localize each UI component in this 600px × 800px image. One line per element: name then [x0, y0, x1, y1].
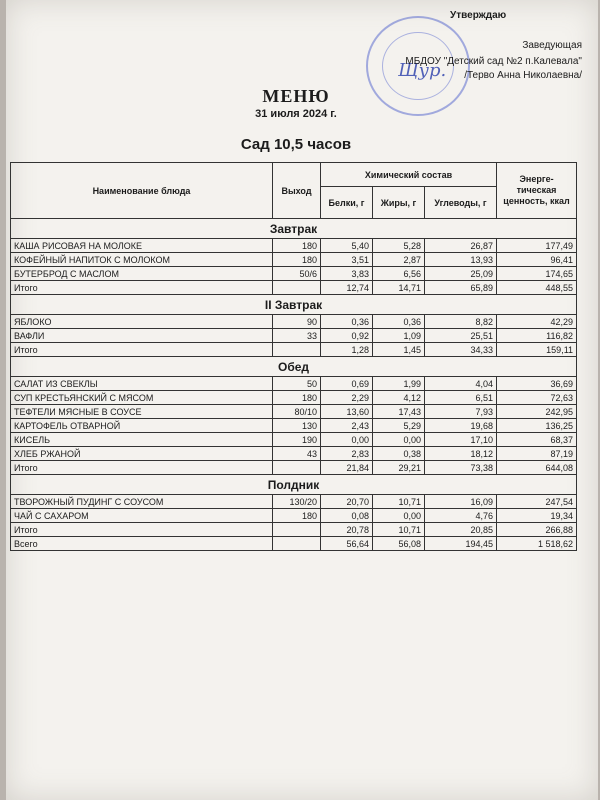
dish-carb: 25,51	[425, 329, 497, 343]
table-row	[11, 239, 577, 253]
dish-protein: 3,51	[321, 253, 373, 267]
total-row	[11, 461, 577, 475]
dish-energy: 116,82	[497, 329, 577, 343]
dish-name: ТЕФТЕЛИ МЯСНЫЕ В СОУСЕ	[11, 405, 273, 419]
dish-name: БУТЕРБРОД С МАСЛОМ	[11, 267, 273, 281]
dish-fat: 5,28	[373, 239, 425, 253]
dish-carb: 18,12	[425, 447, 497, 461]
dish-protein: 2,29	[321, 391, 373, 405]
grand-total-row	[11, 537, 577, 551]
dish-carb: 17,10	[425, 433, 497, 447]
total-yield	[273, 523, 321, 537]
dish-name: ЧАЙ С САХАРОМ	[11, 509, 273, 523]
grand-total-label: Всего	[11, 537, 273, 551]
total-carb: 65,89	[425, 281, 497, 295]
col-fat: Жиры, г	[373, 187, 425, 219]
dish-carb: 16,09	[425, 495, 497, 509]
dish-fat: 17,43	[373, 405, 425, 419]
dish-energy: 36,69	[497, 377, 577, 391]
dish-carb: 26,87	[425, 239, 497, 253]
dish-fat: 0,00	[373, 433, 425, 447]
dish-carb: 7,93	[425, 405, 497, 419]
dish-yield: 50/6	[273, 267, 321, 281]
menu-table	[10, 162, 577, 551]
dish-protein: 0,69	[321, 377, 373, 391]
col-energy: Энерге-тическая ценность, ккал	[497, 163, 577, 219]
approve-label: Утверждаю	[450, 10, 507, 21]
dish-name: КОФЕЙНЫЙ НАПИТОК С МОЛОКОМ	[11, 253, 273, 267]
dish-carb: 19,68	[425, 419, 497, 433]
dish-yield: 43	[273, 447, 321, 461]
section-header	[11, 357, 577, 377]
dish-protein: 0,00	[321, 433, 373, 447]
total-yield	[273, 461, 321, 475]
dish-protein: 0,36	[321, 315, 373, 329]
dish-yield: 180	[273, 391, 321, 405]
total-fat: 1,45	[373, 343, 425, 357]
menu-body	[11, 219, 577, 551]
table-row	[11, 377, 577, 391]
col-protein: Белки, г	[321, 187, 373, 219]
dish-fat: 0,36	[373, 315, 425, 329]
dish-name: КАША РИСОВАЯ НА МОЛОКЕ	[11, 239, 273, 253]
dish-yield: 130	[273, 419, 321, 433]
total-label: Итого	[11, 281, 273, 295]
total-row	[11, 343, 577, 357]
dish-name: САЛАТ ИЗ СВЕКЛЫ	[11, 377, 273, 391]
dish-carb: 25,09	[425, 267, 497, 281]
dish-fat: 5,29	[373, 419, 425, 433]
dish-protein: 2,83	[321, 447, 373, 461]
dish-fat: 0,00	[373, 509, 425, 523]
dish-yield: 90	[273, 315, 321, 329]
dish-name: ХЛЕБ РЖАНОЙ	[11, 447, 273, 461]
dish-fat: 0,38	[373, 447, 425, 461]
dish-yield: 190	[273, 433, 321, 447]
dish-yield: 180	[273, 239, 321, 253]
dish-carb: 4,04	[425, 377, 497, 391]
total-yield	[273, 281, 321, 295]
total-row	[11, 281, 577, 295]
dish-energy: 68,37	[497, 433, 577, 447]
total-energy: 644,08	[497, 461, 577, 475]
dish-protein: 20,70	[321, 495, 373, 509]
table-row	[11, 447, 577, 461]
dish-yield: 130/20	[273, 495, 321, 509]
total-label: Итого	[11, 343, 273, 357]
organization-label: МБДОУ "Детский сад №2 п.Калевала"	[405, 56, 582, 67]
table-row	[11, 419, 577, 433]
dish-fat: 1,99	[373, 377, 425, 391]
dish-yield: 33	[273, 329, 321, 343]
total-protein: 21,84	[321, 461, 373, 475]
total-protein: 1,28	[321, 343, 373, 357]
total-energy: 159,11	[497, 343, 577, 357]
dish-name: ЯБЛОКО	[11, 315, 273, 329]
total-energy: 266,88	[497, 523, 577, 537]
dish-fat: 2,87	[373, 253, 425, 267]
section-title: II Завтрак	[11, 295, 577, 315]
total-protein: 20,78	[321, 523, 373, 537]
dish-yield: 180	[273, 509, 321, 523]
total-yield	[273, 343, 321, 357]
table-row	[11, 391, 577, 405]
grand-total-energy: 1 518,62	[497, 537, 577, 551]
section-title: Полдник	[11, 475, 577, 495]
total-fat: 10,71	[373, 523, 425, 537]
dish-name: КАРТОФЕЛЬ ОТВАРНОЙ	[11, 419, 273, 433]
menu-date: 31 июля 2024 г.	[255, 108, 337, 120]
dish-carb: 8,82	[425, 315, 497, 329]
total-energy: 448,55	[497, 281, 577, 295]
section-title: Завтрак	[11, 219, 577, 239]
total-label: Итого	[11, 461, 273, 475]
position-label: Заведующая	[522, 40, 582, 51]
dish-protein: 2,43	[321, 419, 373, 433]
dish-carb: 4,76	[425, 509, 497, 523]
dish-protein: 0,08	[321, 509, 373, 523]
page-title: МЕНЮ	[262, 86, 330, 106]
grand-total-fat: 56,08	[373, 537, 425, 551]
signature: Щур.	[398, 60, 447, 81]
dish-yield: 50	[273, 377, 321, 391]
total-carb: 73,38	[425, 461, 497, 475]
dish-energy: 136,25	[497, 419, 577, 433]
table-row	[11, 495, 577, 509]
dish-name: СУП КРЕСТЬЯНСКИЙ С МЯСОМ	[11, 391, 273, 405]
table-row	[11, 315, 577, 329]
col-name: Наименование блюда	[11, 163, 273, 219]
table-row	[11, 433, 577, 447]
col-carb: Углеводы, г	[425, 187, 497, 219]
dish-carb: 6,51	[425, 391, 497, 405]
dish-fat: 4,12	[373, 391, 425, 405]
dish-energy: 177,49	[497, 239, 577, 253]
dish-energy: 19,34	[497, 509, 577, 523]
grand-total-yield	[273, 537, 321, 551]
table-row	[11, 405, 577, 419]
total-protein: 12,74	[321, 281, 373, 295]
dish-yield: 180	[273, 253, 321, 267]
dish-protein: 13,60	[321, 405, 373, 419]
dish-energy: 72,63	[497, 391, 577, 405]
dish-energy: 96,41	[497, 253, 577, 267]
dish-protein: 0,92	[321, 329, 373, 343]
table-row	[11, 253, 577, 267]
dish-energy: 42,29	[497, 315, 577, 329]
table-row	[11, 509, 577, 523]
section-header	[11, 219, 577, 239]
dish-energy: 174,65	[497, 267, 577, 281]
total-fat: 14,71	[373, 281, 425, 295]
dish-fat: 6,56	[373, 267, 425, 281]
dish-protein: 5,40	[321, 239, 373, 253]
dish-carb: 13,93	[425, 253, 497, 267]
dish-energy: 87,19	[497, 447, 577, 461]
total-row	[11, 523, 577, 537]
dish-protein: 3,83	[321, 267, 373, 281]
table-row	[11, 329, 577, 343]
dish-energy: 242,95	[497, 405, 577, 419]
col-chem: Химический состав	[321, 163, 497, 187]
total-carb: 20,85	[425, 523, 497, 537]
garden-mode: Сад 10,5 часов	[240, 136, 352, 153]
dish-name: ТВОРОЖНЫЙ ПУДИНГ С СОУСОМ	[11, 495, 273, 509]
dish-name: ВАФЛИ	[11, 329, 273, 343]
total-fat: 29,21	[373, 461, 425, 475]
col-yield: Выход	[273, 163, 321, 219]
dish-yield: 80/10	[273, 405, 321, 419]
grand-total-protein: 56,64	[321, 537, 373, 551]
dish-name: КИСЕЛЬ	[11, 433, 273, 447]
table-row	[11, 267, 577, 281]
total-label: Итого	[11, 523, 273, 537]
dish-fat: 10,71	[373, 495, 425, 509]
director-name: /Терво Анна Николаевна/	[464, 70, 582, 81]
section-title: Обед	[11, 357, 577, 377]
total-carb: 34,33	[425, 343, 497, 357]
dish-energy: 247,54	[497, 495, 577, 509]
section-header	[11, 475, 577, 495]
section-header	[11, 295, 577, 315]
dish-fat: 1,09	[373, 329, 425, 343]
menu-sheet	[6, 0, 598, 800]
grand-total-carb: 194,45	[425, 537, 497, 551]
